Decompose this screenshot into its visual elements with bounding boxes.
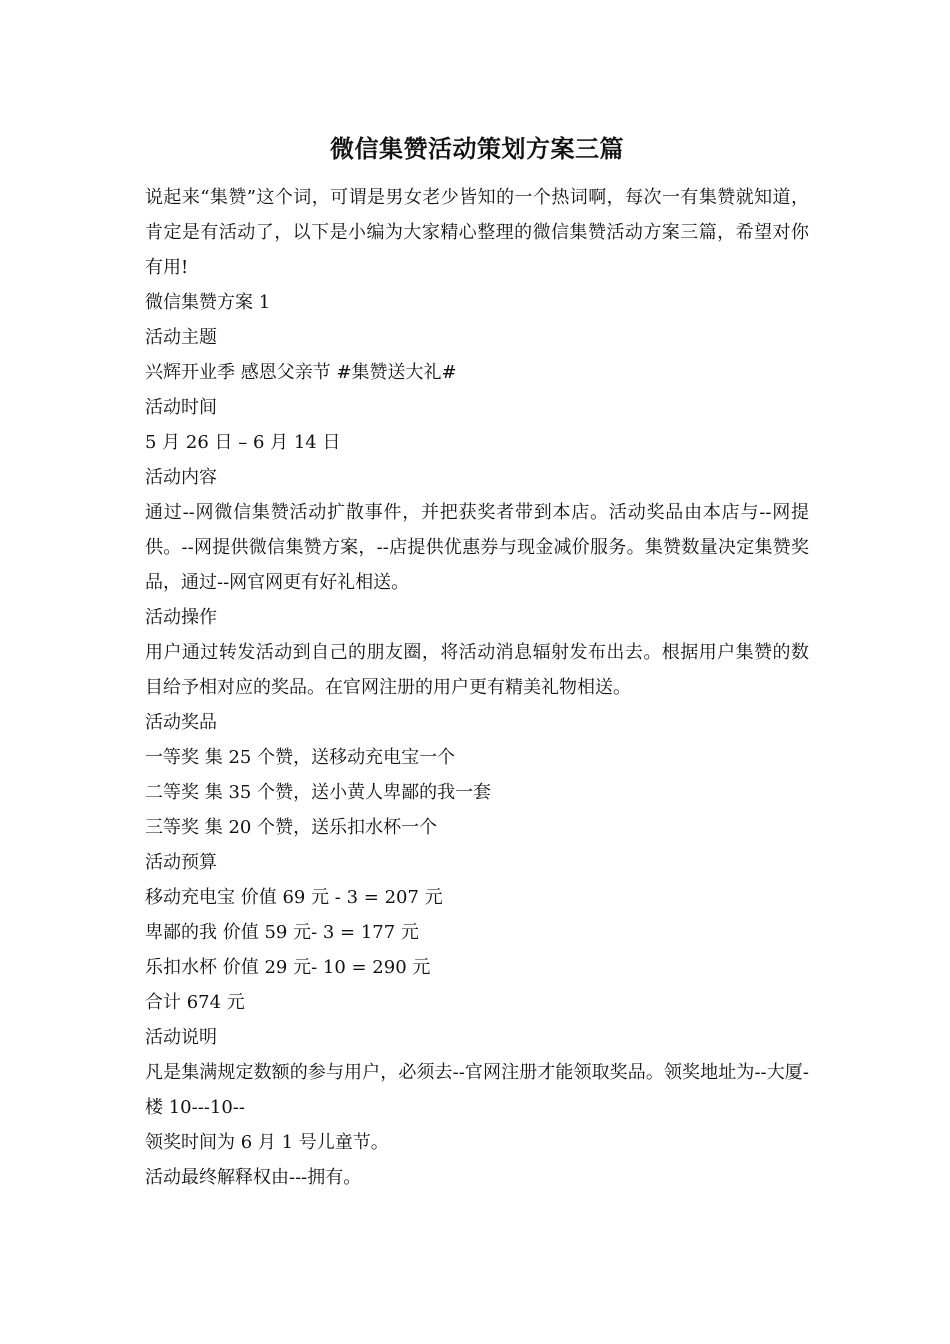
- document-title: 微信集赞活动策划方案三篇: [330, 134, 624, 163]
- activity-operation-text: 用户通过转发活动到自己的朋友圈，将活动消息辐射发布出去。根据用户集赞的数目给予相对应的奖品。在官网注册的用户更有精美礼物相送。: [145, 642, 809, 698]
- heading-activity-notes: 活动说明: [145, 1027, 217, 1048]
- budget-total: 合计 674 元: [145, 992, 245, 1013]
- prize-third: 三等奖 集 20 个赞，送乐扣水杯一个: [145, 817, 438, 838]
- heading-activity-budget: 活动预算: [145, 852, 217, 873]
- prize-claim-time: 领奖时间为 6 月 1 号儿童节。: [145, 1132, 389, 1153]
- heading-activity-content: 活动内容: [145, 467, 217, 488]
- heading-activity-prizes: 活动奖品: [145, 712, 217, 733]
- section-heading-plan-1: 微信集赞方案 1: [145, 292, 271, 313]
- budget-item-power-bank: 移动充电宝 价值 69 元 - 3 = 207 元: [145, 887, 443, 908]
- document-page: [145, 130, 809, 1195]
- activity-content-text: 通过--网微信集赞活动扩散事件，并把获奖者带到本店。活动奖品由本店与--网提供。--网提供微信集赞方案，--店提供优惠券与现金减价服务。集赞数量决定集赞奖品，通过--网官网更有好礼相送。: [145, 502, 809, 593]
- heading-activity-operation: 活动操作: [145, 607, 217, 628]
- heading-activity-theme: 活动主题: [145, 327, 217, 348]
- prize-second: 二等奖 集 35 个赞，送小黄人卑鄙的我一套: [145, 782, 492, 803]
- heading-activity-time: 活动时间: [145, 397, 217, 418]
- budget-item-despicable-me: 卑鄙的我 价值 59 元- 3 = 177 元: [145, 922, 419, 943]
- prize-first: 一等奖 集 25 个赞，送移动充电宝一个: [145, 747, 456, 768]
- activity-theme-text: 兴辉开业季 感恩父亲节 #集赞送大礼#: [145, 362, 457, 383]
- activity-time-text: 5 月 26 日 – 6 月 14 日: [145, 432, 341, 453]
- budget-item-water-cup: 乐扣水杯 价值 29 元- 10 = 290 元: [145, 957, 431, 978]
- intro-paragraph: 说起来“集赞”这个词，可谓是男女老少皆知的一个热词啊，每次一有集赞就知道，肯定是有活动了，以下是小编为大家精心整理的微信集赞活动方案三篇，希望对你有用!: [145, 187, 809, 278]
- final-interpretation-right: 活动最终解释权由---拥有。: [145, 1167, 362, 1188]
- activity-notes-text: 凡是集满规定数额的参与用户，必须去--官网注册才能领取奖品。领奖地址为--大厦-楼 10---10--: [145, 1062, 809, 1118]
